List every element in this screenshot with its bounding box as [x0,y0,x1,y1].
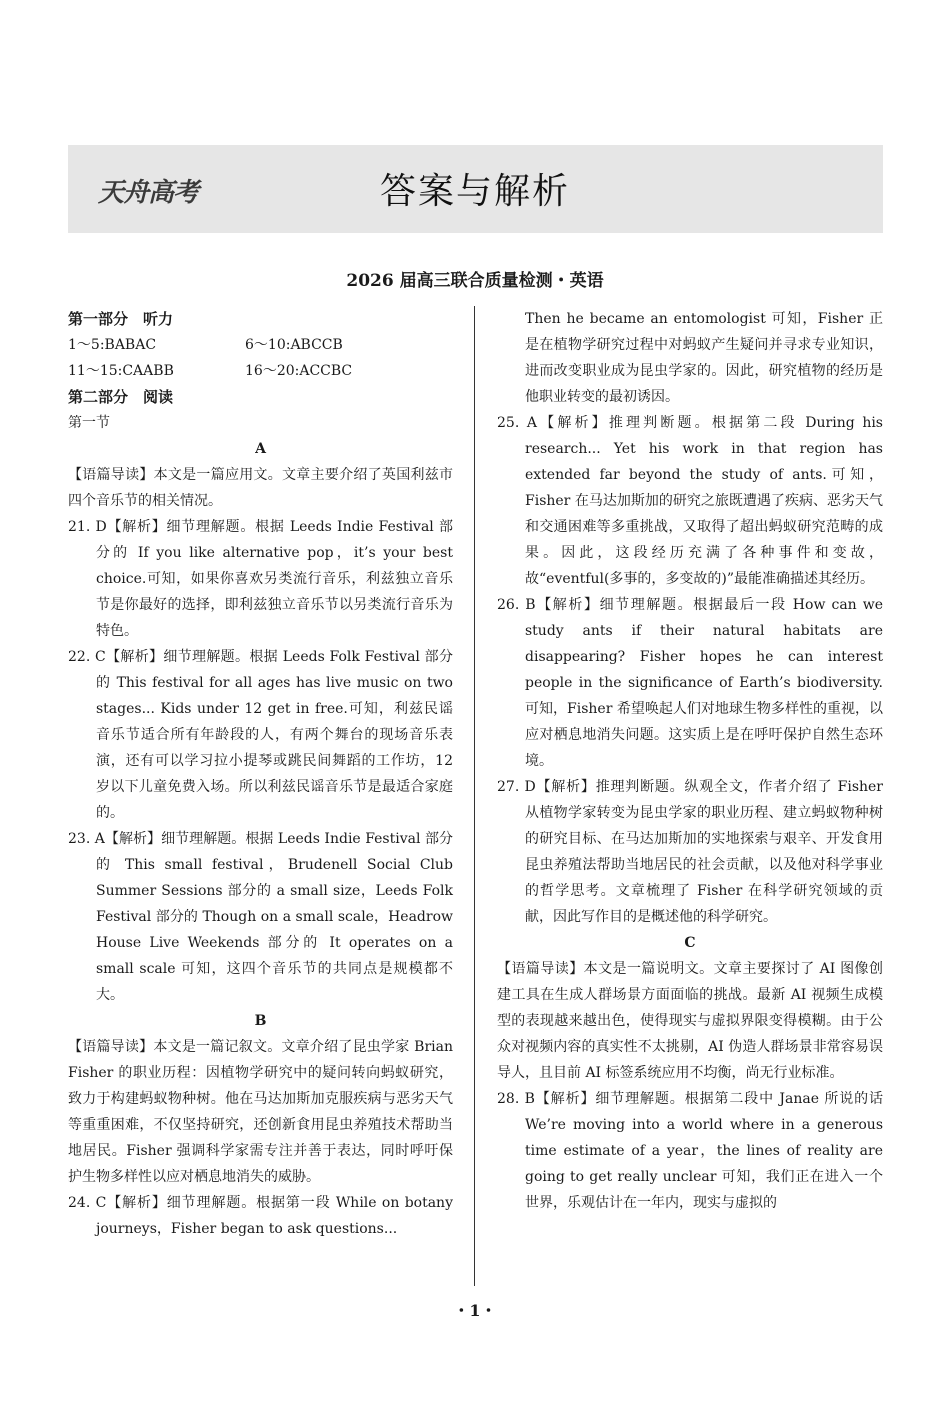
guide-c: 【语篇导读】本文是一篇说明文。文章主要探讨了 AI 图像创建工具在生成人群场景方面面临的挑战。最新 AI 视频生成模型的表现越来越出色，使得现实与虚拟界限变得模糊。由于公众对视频内容的真实性不太挑剔，AI 伪造人群场景非常容易误导人，且目前 AI 标签系统应用不均衡，尚无行业标准。 [497,961,883,1081]
question-28: 28. B【解析】细节理解题。根据第二段中 Janae 所说的话 We’re moving into a world where in a generous time estimate of a year，the lines of reality are going to get really unclear 可知，我们正在进入一个世界，乐观估计在一年内，现实与虚拟的 [497,1091,883,1211]
answer-16-20: 16～20:ACCBC [245,363,353,379]
question-24: 24. C【解析】细节理解题。根据第一段 While on botany journeys，Fisher began to ask questions... [68,1195,453,1237]
part1-heading: 第一部分 听力 [68,310,174,328]
passage-b-label: B [254,1013,267,1029]
part2-heading: 第二部分 阅读 [68,388,174,406]
guide-a: 【语篇导读】本文是一篇应用文。文章主要介绍了英国利兹市四个音乐节的相关情况。 [68,467,453,509]
question-23: 23. A【解析】细节理解题。根据 Leeds Indie Festival 部分的 This small festival，Brudenell Social Club Summer Sessions 部分的 a small size，Leeds Folk Festival 部分的 Though on a small scale，Headrow House Live Weekends 部分的 It operates on a small scale 可知，这四个音乐节的共同点是规模都不大。 [68,831,453,1003]
answer-1-5: 1～5:BABAC [68,337,157,353]
question-27: 27. D【解析】推理判断题。纵观全文，作者介绍了 Fisher 从植物学家转变为昆虫学家的职业历程、建立蚂蚁物种树的研究目标、在马达加斯加的实地探索与艰辛、开发食用昆虫养殖法帮助当地居民的社会贡献，以及他对科学事业的哲学思考。文章梳理了 Fisher 在科学研究领域的贡献，因此写作目的是概述他的科学研究。 [497,779,883,925]
column-divider [474,306,475,1286]
question-26: 26. B【解析】细节理解题。根据最后一段 How can we study ants if their natural habitats are disappearing? Fisher hopes he can interest people in the significance of Earth’s biodiversity.可知，Fisher 希望唤起人们对地球生物多样性的重视，以应对栖息地消失问题。这实质上是在呼吁保护自然生态环境。 [497,597,883,769]
question-22: 22. C【解析】细节理解题。根据 Leeds Folk Festival 部分的 This festival for all ages has live music on two stages... Kids under 12 get in free.可知，利兹民谣音乐节适合所有年龄段的人，有两个舞台的现场音乐表演，还有可以学习拉小提琴或跳民间舞蹈的工作坊，12 岁以下儿童免费入场。所以利兹民谣音乐节是最适合家庭的。 [68,649,453,821]
brand-logo: 天舟高考 [98,178,199,208]
right-column [497,306,883,1216]
page-number: ・1・ [453,1301,497,1320]
header-title: 答案与解析 [380,171,571,212]
document-title: 2026 届高三联合质量检测・英语 [346,271,604,291]
guide-b: 【语篇导读】本文是一篇记叙文。文章介绍了昆虫学家 Brian Fisher 的职业历程：因植物学研究中的疑问转向蚂蚁研究，致力于构建蚂蚁物种树。他在马达加斯加克服疾病与恶劣天气等重重困难，不仅坚持研究，还创新食用昆虫养殖技术帮助当地居民。Fisher 强调科学家需专注并善于表达，同时呼吁保护生物多样性以应对栖息地消失的威胁。 [68,1039,453,1185]
answer-11-15: 11～15:CAABB [68,363,174,379]
answer-row [68,358,453,384]
answer-6-10: 6～10:ABCCB [245,337,343,353]
passage-a-label: A [255,441,266,457]
passage-c-label: C [684,935,696,951]
header-band [68,145,883,233]
answer-row [68,332,453,358]
question-21: 21. D【解析】细节理解题。根据 Leeds Indie Festival 部分的 If you like alternative pop，it’s your best choice.可知，如果你喜欢另类流行音乐，利兹独立音乐节是你最好的选择，即利兹独立音乐节以另类流行音乐为特色。 [68,519,453,639]
question-25: 25. A【解析】推理判断题。根据第二段 During his research... Yet his work in that region has extended far beyond the study of ants.可知，Fisher 在马达加斯加的研究之旅既遭遇了疾病、恶劣天气和交通困难等多重挑战，又取得了超出蚂蚁研究范畴的成果。因此，这段经历充满了各种事件和变故，故“eventful(多事的，多变故的)”最能准确描述其经历。 [497,415,883,587]
question-24-continued: Then he became an entomologist 可知，Fisher 正是在植物学研究过程中对蚂蚁产生疑问并寻求专业知识，进而改变职业成为昆虫学家的。因此，研究植物的经历是他职业转变的最初诱因。 [525,311,883,405]
left-column [68,306,453,1242]
section1-heading: 第一节 [68,415,110,431]
